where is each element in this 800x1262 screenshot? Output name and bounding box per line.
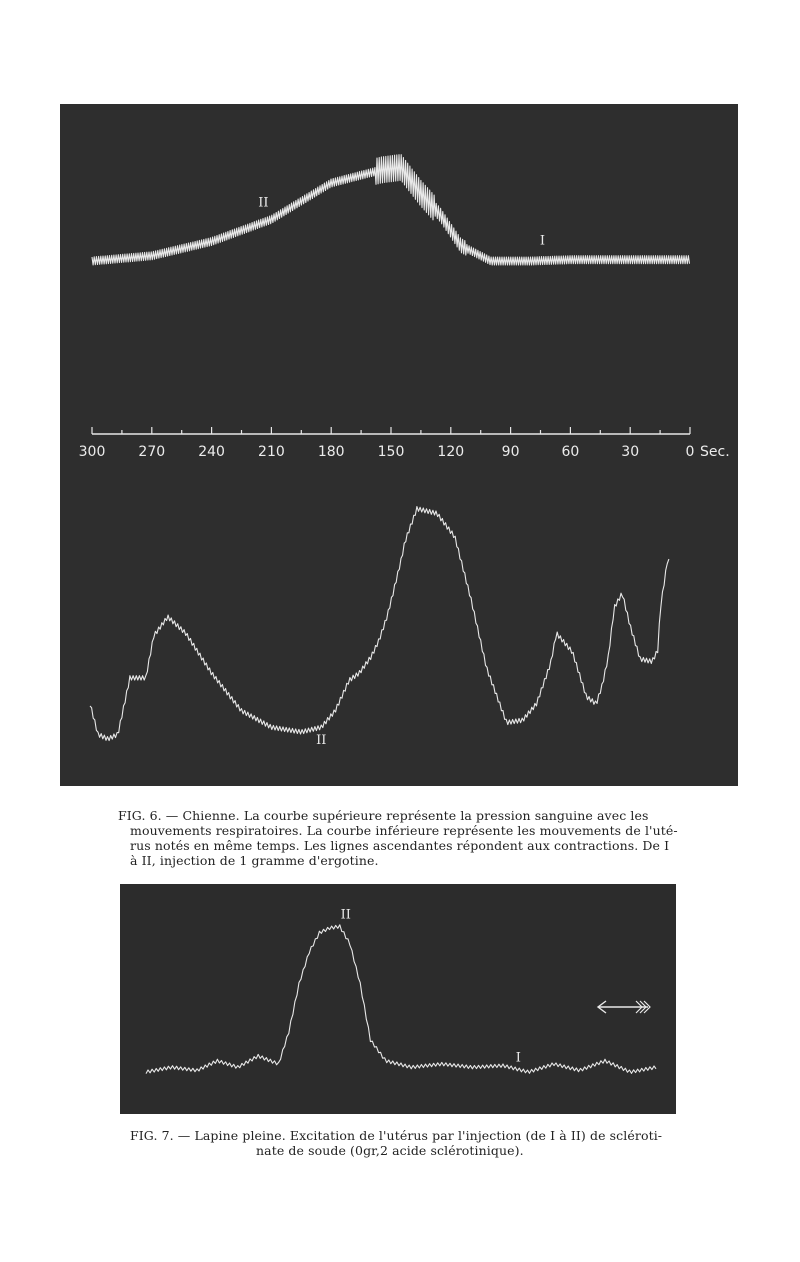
fig6-plate	[60, 104, 738, 786]
fig6-tick-label: 210	[258, 444, 285, 460]
fig6-uterus-trace	[90, 507, 669, 741]
fig6-tick-label: 270	[138, 444, 166, 460]
fig6-caption-line: FIG. 6. — Chienne. La courbe supérieure représente la pression sanguine avec les	[118, 808, 649, 823]
fig6-caption-line: rus notés en même temps. Les lignes ascendantes répondent aux contractions. De I	[130, 838, 670, 853]
fig7-direction-arrow-icon	[598, 1001, 650, 1013]
fig7-injection-marker: I	[515, 1050, 521, 1066]
fig7-plate	[120, 884, 676, 1114]
fig7-caption-line: nate de soude (0gr,2 acide sclérotinique).	[256, 1143, 524, 1158]
fig6-tick-label: 90	[501, 444, 520, 460]
fig6-injection-marker: II	[316, 733, 327, 748]
fig6-caption	[118, 808, 692, 868]
fig7-marker-group	[341, 907, 521, 1065]
fig7-caption-line: FIG. 7. — Lapine pleine. Excitation de l'utérus par l'injection (de I à II) de scléroti-	[130, 1128, 663, 1143]
fig6-tick-label: 240	[198, 444, 225, 460]
fig7-uterus-trace	[146, 925, 656, 1074]
fig7-injection-marker: II	[340, 907, 351, 923]
fig6-blood-pressure-trace	[92, 155, 690, 265]
fig7-caption	[130, 1128, 710, 1158]
fig6-tick-label: 120	[437, 444, 465, 460]
fig7-chart	[120, 884, 676, 1114]
fig6-tick-label: 30	[621, 444, 640, 460]
fig6-tick-group	[79, 427, 695, 460]
fig6-tick-label: 300	[78, 444, 106, 460]
fig6-injection-marker: I	[539, 233, 546, 249]
fig6-marker-group	[258, 195, 545, 748]
fig6-tick-label: 0	[685, 444, 695, 460]
fig6-injection-marker: II	[258, 195, 269, 211]
fig6-caption-line: à II, injection de 1 gramme d'ergotine.	[130, 853, 379, 868]
fig6-tick-label: 60	[561, 444, 580, 460]
fig6-axis-unit: Sec.	[700, 444, 730, 460]
fig6-caption-line: mouvements respiratoires. La courbe inférieure représente les mouvements de l'uté-	[130, 823, 678, 838]
fig6-tick-label: 180	[317, 444, 345, 460]
fig6-tick-label: 150	[377, 444, 405, 460]
fig6-chart	[60, 104, 738, 786]
